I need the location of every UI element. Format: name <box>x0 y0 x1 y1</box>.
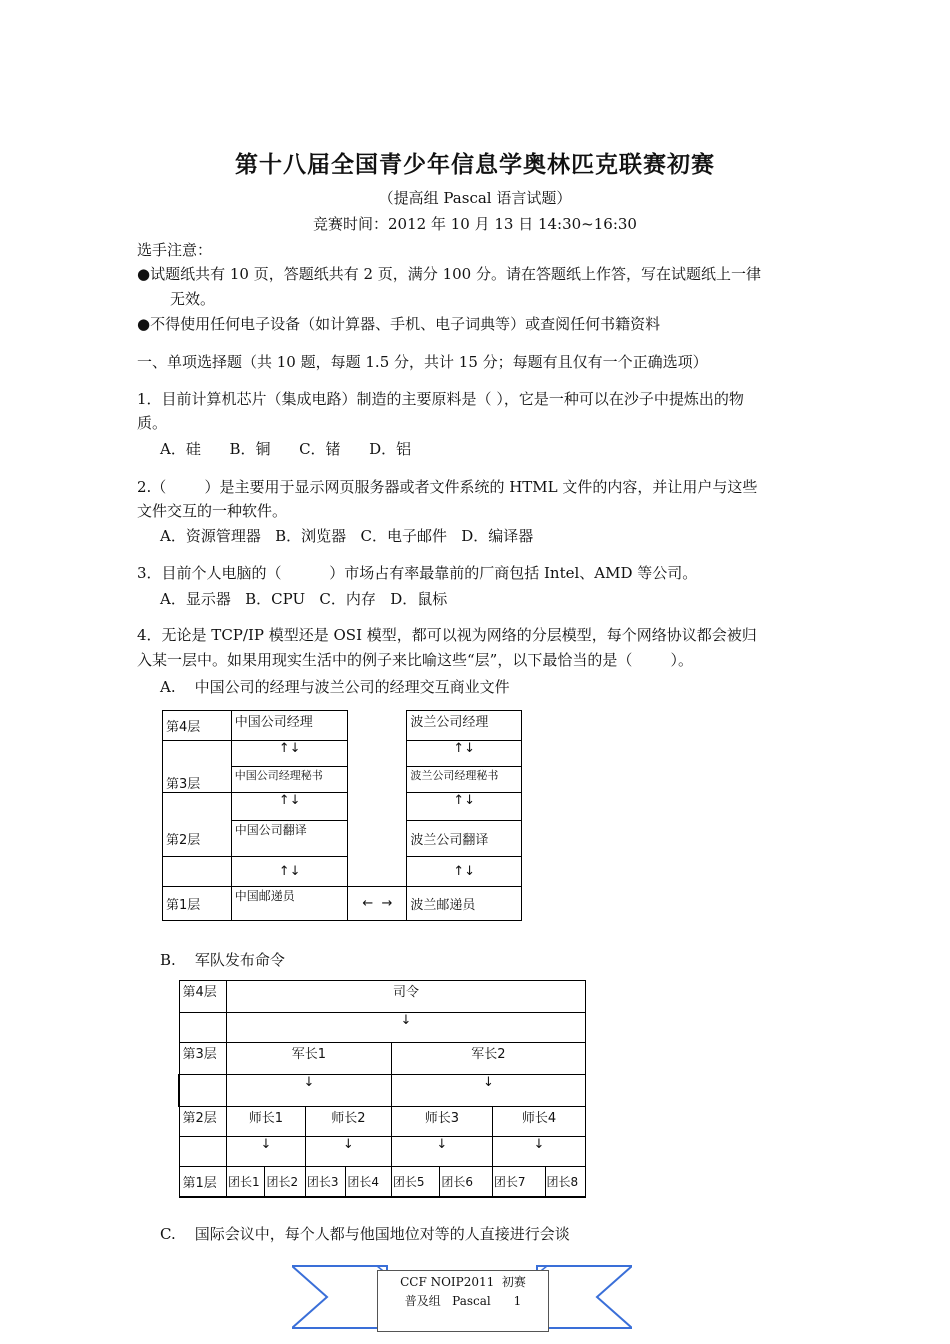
division-4: 师长4 <box>492 1107 585 1137</box>
arrow-updown: ↑↓ <box>407 857 522 887</box>
diagram-b <box>178 980 586 1198</box>
arrow-down: ↓ <box>492 1137 585 1167</box>
option-c: C. 国际会议中，每个人都与他国地位对等的人直接进行会谈 <box>160 1225 570 1243</box>
footer-line-1: CCF NOIP2011 初赛 <box>400 1275 526 1289</box>
commander: 司令 <box>227 981 586 1013</box>
regiment-3: 团长3 <box>305 1167 345 1197</box>
arrow-down: ↓ <box>305 1137 391 1167</box>
contest-time: 竞赛时间：2012 年 10 月 13 日 14:30~16:30 <box>313 215 637 233</box>
question-2-options: A．资源管理器 B．浏览器 C．电子邮件 D．编译器 <box>160 527 534 545</box>
regiment-7: 团长7 <box>492 1167 545 1197</box>
cn-translator: 中国公司翻译 <box>231 821 348 857</box>
notice-item-1-cont: 无效。 <box>170 290 216 308</box>
diagram-a <box>162 710 522 921</box>
cn-secretary: 中国公司经理秘书 <box>231 767 348 793</box>
arrow-down: ↓ <box>391 1075 585 1107</box>
section-heading: 一、单项选择题（共 10 题，每题 1.5 分，共计 15 分；每题有且仅有一个正确选项） <box>137 353 708 371</box>
pl-secretary: 波兰公司经理秘书 <box>407 767 522 793</box>
footer-text-box <box>377 1270 549 1332</box>
arrow-down: ↓ <box>227 1075 392 1107</box>
bullet-icon: ● <box>137 315 151 333</box>
cn-postman: 中国邮递员 <box>231 887 348 921</box>
arrow-down: ↓ <box>391 1137 492 1167</box>
arrow-updown: ↑↓ <box>407 793 522 821</box>
notice-label: 选手注意： <box>137 241 213 259</box>
army-2: 军长2 <box>391 1043 585 1075</box>
question-1-cont: 质。 <box>137 414 168 432</box>
cn-manager: 中国公司经理 <box>231 711 348 741</box>
option-b: B. 军队发布命令 <box>160 951 285 969</box>
question-3: 3．目前个人电脑的（ ）市场占有率最靠前的厂商包括 Intel、AMD 等公司。 <box>137 564 698 582</box>
army-1: 军长1 <box>227 1043 392 1075</box>
question-4-cont: 入某一层中。如果用现实生活中的例子来比喻这些“层”，以下最恰当的是（ ）。 <box>137 651 693 669</box>
pl-translator: 波兰公司翻译 <box>407 821 522 857</box>
arrow-updown: ↑↓ <box>231 793 348 821</box>
option-a: A. 中国公司的经理与波兰公司的经理交互商业文件 <box>160 678 510 696</box>
layer-1-label: 第1层 <box>163 887 232 921</box>
division-1: 师长1 <box>227 1107 306 1137</box>
footer-line-2: 普及组 Pascal 1 <box>404 1294 522 1308</box>
pl-postman: 波兰邮递员 <box>407 887 522 921</box>
arrow-updown: ↑↓ <box>407 741 522 767</box>
regiment-4: 团长4 <box>346 1167 392 1197</box>
layer-2-label: 第2层 <box>163 821 232 857</box>
arrow-updown: ↑↓ <box>231 741 348 767</box>
regiment-8: 团长8 <box>545 1167 586 1197</box>
layer-4-label: 第4层 <box>179 981 227 1013</box>
page-subtitle: （提高组 Pascal 语言试题） <box>378 189 572 207</box>
question-4: 4．无论是 TCP/IP 模型还是 OSI 模型，都可以视为网络的分层模型，每个网络协议都会被归 <box>137 626 757 644</box>
regiment-2: 团长2 <box>265 1167 305 1197</box>
division-2: 师长2 <box>305 1107 391 1137</box>
question-1: 1．目前计算机芯片（集成电路）制造的主要原料是（ ），它是一种可以在沙子中提炼出的物 <box>137 390 744 408</box>
notice-item-2: ●不得使用任何电子设备（如计算器、手机、电子词典等）或查阅任何书籍资料 <box>137 315 661 333</box>
arrow-updown: ↑↓ <box>231 857 348 887</box>
footer-banner <box>292 1262 632 1338</box>
question-2: 2.（ ）是主要用于显示网页服务器或者文件系统的 HTML 文件的内容，并让用户与这些 <box>137 478 758 496</box>
layer-1-label: 第1层 <box>179 1167 227 1197</box>
question-3-options: A．显示器 B．CPU C．内存 D．鼠标 <box>160 590 448 608</box>
division-3: 师长3 <box>391 1107 492 1137</box>
arrow-leftright: ← → <box>348 887 407 921</box>
arrow-down: ↓ <box>227 1013 586 1043</box>
pl-manager: 波兰公司经理 <box>407 711 522 741</box>
regiment-6: 团长6 <box>440 1167 493 1197</box>
arrow-down: ↓ <box>227 1137 306 1167</box>
layer-3-label: 第3层 <box>179 1043 227 1075</box>
question-1-options: A．硅 B．铜 C．锗 D．铝 <box>160 440 412 458</box>
notice-item-1: ●试题纸共有 10 页，答题纸共有 2 页，满分 100 分。请在答题纸上作答，写在试题纸上一律 <box>137 265 761 283</box>
bullet-icon: ● <box>137 265 151 283</box>
layer-2-label: 第2层 <box>179 1107 227 1137</box>
layer-4-label: 第4层 <box>163 711 232 741</box>
page-title: 第十八届全国青少年信息学奥林匹克联赛初赛 <box>235 152 715 178</box>
regiment-5: 团长5 <box>391 1167 440 1197</box>
question-2-cont: 文件交互的一种软件。 <box>137 502 288 520</box>
layer-3-label: 第3层 <box>163 767 232 793</box>
regiment-1: 团长1 <box>227 1167 265 1197</box>
